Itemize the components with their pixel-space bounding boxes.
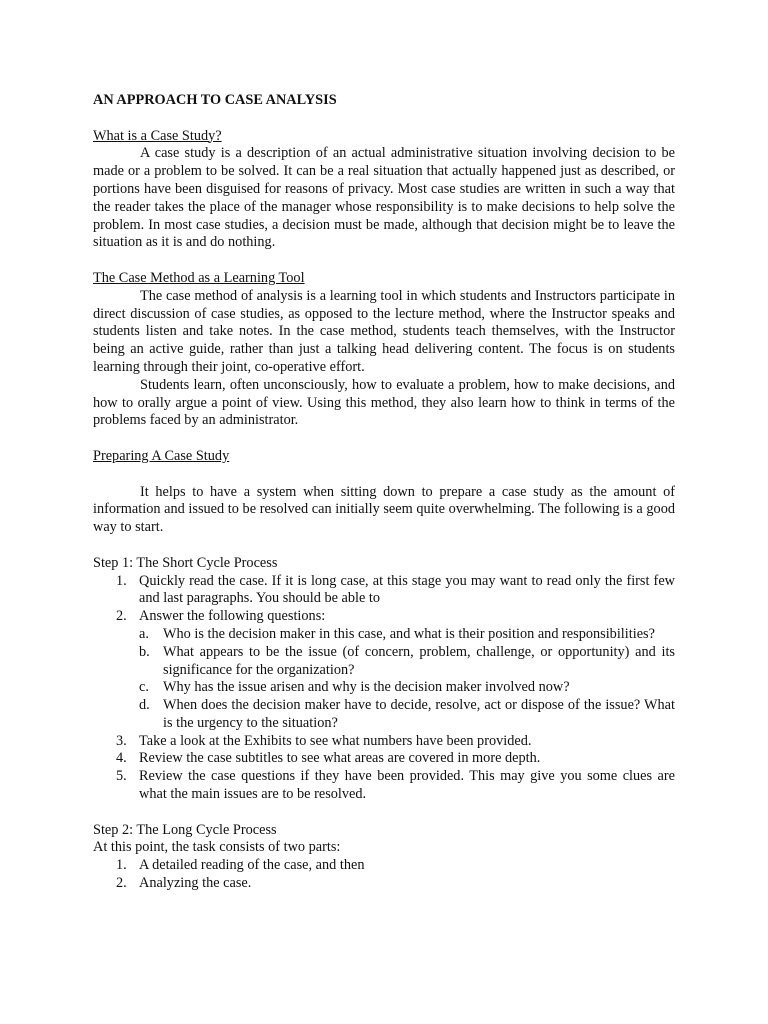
paragraph: The case method of analysis is a learning tool in which students and Instructors participate in direct discussion of case studies, as opposed to the lecture method, where the Instructor speaks and students listen and take notes. In the case method, students teach themselves, with the Instructor being an active guide, rather than just a talking head delivering content. The focus is on students learning through their joint, co-operative effort. <box>93 287 675 375</box>
sub-list-item-text: When does the decision maker have to decide, resolve, act or dispose of the issue? What is the urgency to the situation? <box>163 697 675 731</box>
list-item-text: Review the case questions if they have been provided. This may give you some clues are what the main issues are to be resolved. <box>139 768 675 803</box>
list-item <box>93 768 675 804</box>
list-item <box>93 875 675 893</box>
list-item-text: A detailed reading of the case, and then <box>139 857 365 874</box>
sub-list-item <box>139 626 675 644</box>
list-item <box>93 608 675 733</box>
sub-list-item <box>139 697 675 733</box>
list-number: 3. <box>116 732 127 749</box>
list-item-text: Answer the following questions: <box>139 608 326 625</box>
list-item-text: Quickly read the case. If it is long case, at this stage you may want to read only the first few and last paragraphs. You should be able to <box>139 572 675 607</box>
list-item <box>93 573 675 609</box>
list-item-text: Take a look at the Exhibits to see what numbers have been provided. <box>139 732 532 749</box>
list-item <box>93 750 675 768</box>
list-number: 1. <box>116 572 127 589</box>
sub-list-item-text: What appears to be the issue (of concern, problem, challenge, or opportunity) and its significance for the organization? <box>163 643 675 678</box>
step2-list <box>93 857 675 893</box>
list-number: 1. <box>116 857 127 874</box>
list-letter: a. <box>139 625 149 642</box>
sub-list-item <box>139 679 675 697</box>
list-letter: c. <box>139 679 149 696</box>
step2-intro: At this point, the task consists of two parts: <box>93 839 341 856</box>
list-number: 5. <box>116 768 127 785</box>
step1-list <box>93 573 675 804</box>
step1-heading: Step 1: The Short Cycle Process <box>93 554 278 571</box>
questions-list <box>139 626 675 733</box>
sub-list-item-text: Why has the issue arisen and why is the decision maker involved now? <box>163 679 570 696</box>
list-number: 4. <box>116 750 127 767</box>
sub-list-item-text: Who is the decision maker in this case, and what is their position and responsibilities? <box>163 625 655 642</box>
list-letter: d. <box>139 697 150 714</box>
list-item <box>93 733 675 751</box>
list-item <box>93 857 675 875</box>
list-number: 2. <box>116 608 127 625</box>
paragraph: A case study is a description of an actual administrative situation involving decision to be made or a problem to be solved. It can be a real situation that actually happened just as described, or portions have been disguised for reasons of privacy. Most case studies are written in such a way that the reader takes the place of the manager whose responsibility is to make decisions to help solve the problem. In most case studies, a decision must be made, although that decision might be to leave the situation as it is and do nothing. <box>93 145 675 251</box>
section-heading-preparing-case-study: Preparing A Case Study <box>93 447 230 464</box>
document-title: AN APPROACH TO CASE ANALYSIS <box>93 92 337 108</box>
section-heading-what-is-case-study: What is a Case Study? <box>93 127 222 144</box>
list-letter: b. <box>139 643 150 660</box>
document-page <box>93 92 675 893</box>
sub-list-item <box>139 644 675 680</box>
section-heading-case-method: The Case Method as a Learning Tool <box>93 269 305 286</box>
list-item-text: Analyzing the case. <box>139 875 252 892</box>
list-item-text: Review the case subtitles to see what areas are covered in more depth. <box>139 750 541 767</box>
list-number: 2. <box>116 875 127 892</box>
paragraph: It helps to have a system when sitting down to prepare a case study as the amount of information and issued to be resolved can initially seem quite overwhelming. The following is a good way to start. <box>93 483 675 536</box>
step2-heading: Step 2: The Long Cycle Process <box>93 821 277 838</box>
paragraph: Students learn, often unconsciously, how to evaluate a problem, how to make decisions, and how to orally argue a point of view. Using this method, they also learn how to think in terms of the problems faced by an administrator. <box>93 376 675 429</box>
